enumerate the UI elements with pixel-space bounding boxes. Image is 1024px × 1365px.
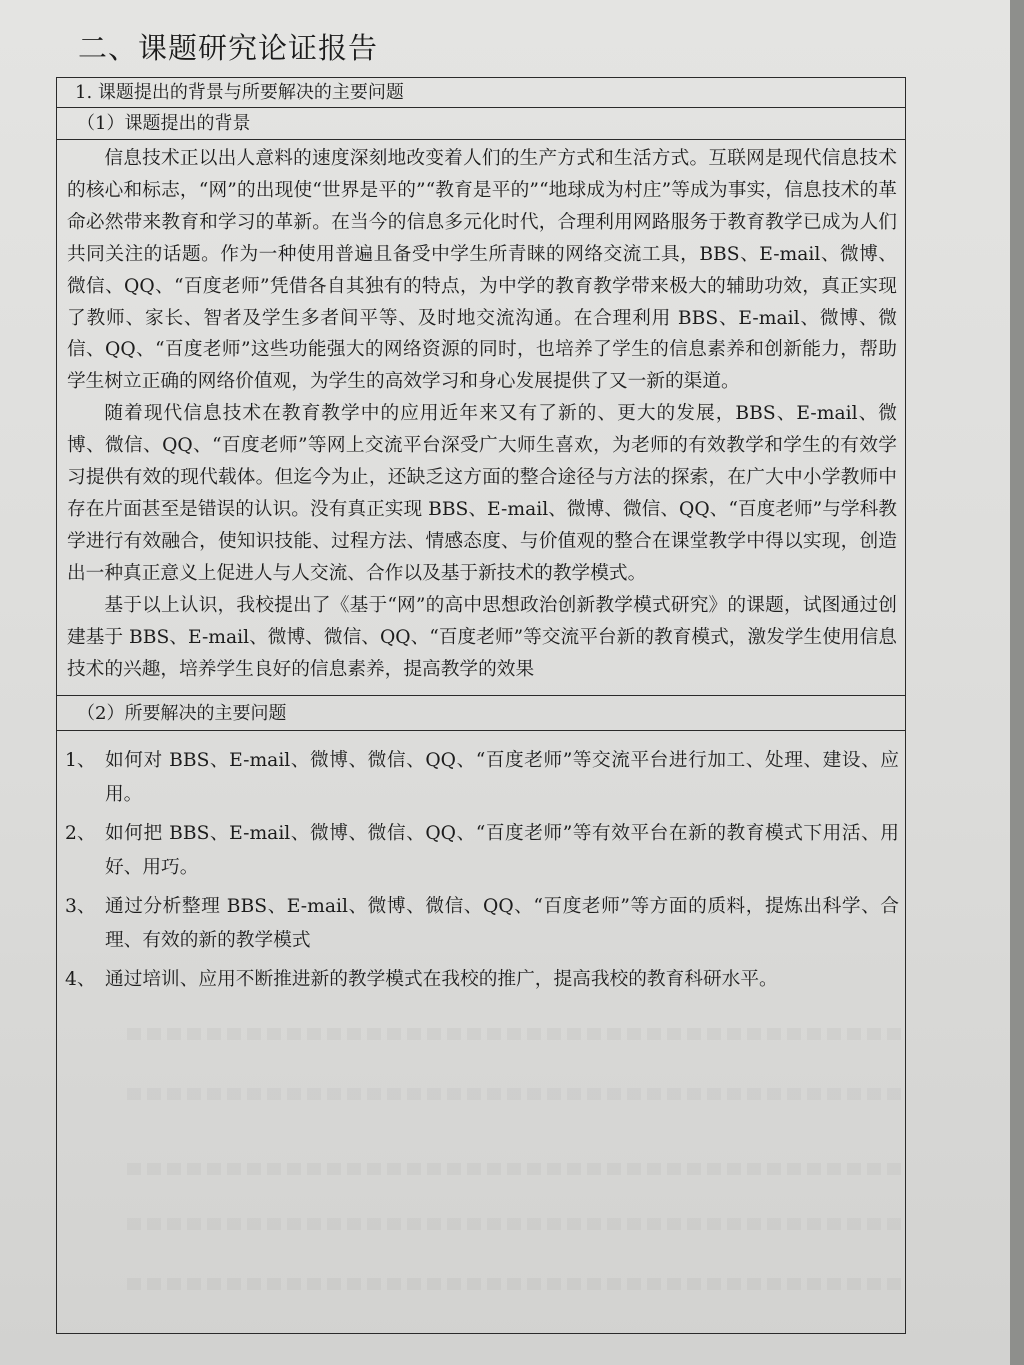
problem-text: 如何把 BBS、E-mail、微博、微信、QQ、“百度老师”等有效平台在新的教育模式下用活、用好、用巧。 — [105, 823, 899, 878]
problem-text: 通过培训、应用不断推进新的教学模式在我校的推广，提高我校的教育科研水平。 — [105, 969, 778, 990]
background-body — [67, 143, 897, 685]
problem-text: 通过分析整理 BBS、E-mail、微博、微信、QQ、“百度老师”等方面的质料，提炼出科学、合理、有效的新的教学模式 — [105, 896, 899, 951]
show-through-shadow — [127, 1218, 907, 1230]
header-row-label: 1. 课题提出的背景与所要解决的主要问题 — [75, 82, 404, 103]
problem-item-4 — [65, 963, 899, 997]
show-through-shadow — [127, 1028, 907, 1040]
problems-list — [65, 744, 899, 1002]
problem-number: 4、 — [65, 969, 96, 990]
problem-number: 2、 — [65, 823, 96, 844]
problems-heading: （2）所要解决的主要问题 — [77, 703, 287, 724]
problem-number: 1、 — [65, 750, 96, 771]
background-heading-row — [57, 108, 905, 140]
background-paragraph-1: 信息技术正以出人意料的速度深刻地改变着人们的生产方式和生活方式。互联网是现代信息技术的核心和标志，“网”的出现使“世界是平的”“教育是平的”“地球成为村庄”等成为事实，信息技术的革命必然带来教育和学习的革新。在当今的信息多元化时代，合理利用网路服务于教育教学已成为人们共同关注的话题。作为一种使用普遍且备受中学生所青睐的网络交流工具，BBS、E-mail、微博、微信、QQ、“百度老师”凭借各自其独有的特点，为中学的教育教学带来极大的辅助功效，真正实现了教师、家长、智者及学生多者间平等、及时地交流沟通。在合理利用 BBS、E-mail、微博、微信、QQ、“百度老师”这些功能强大的网络资源的同时，也培养了学生的信息素养和创新能力，帮助学生树立正确的网络价值观，为学生的高效学习和身心发展提供了又一新的渠道。 — [67, 148, 897, 393]
problem-item-2 — [65, 817, 899, 885]
problem-number: 3、 — [65, 896, 96, 917]
report-table — [56, 77, 906, 1334]
header-row — [57, 78, 905, 108]
background-paragraph-2: 随着现代信息技术在教育教学中的应用近年来又有了新的、更大的发展，BBS、E-mail、微博、微信、QQ、“百度老师”等网上交流平台深受广大师生喜欢，为老师的有效教学和学生的有效学习提供有效的现代载体。但迄今为止，还缺乏这方面的整合途径与方法的探索，在广大中小学教师中存在片面甚至是错误的认识。没有真正实现 BBS、E-mail、微博、微信、QQ、“百度老师”与学科教学进行有效融合，使知识技能、过程方法、情感态度、与价值观的整合在课堂教学中得以实现，创造出一种真正意义上促进人与人交流、合作以及基于新技术的教学模式。 — [67, 403, 897, 584]
section-title: 二、课题研究论证报告 — [78, 31, 379, 65]
problem-text: 如何对 BBS、E-mail、微博、微信、QQ、“百度老师”等交流平台进行加工、处理、建设、应用。 — [105, 750, 899, 805]
problems-heading-row — [57, 695, 905, 731]
show-through-shadow — [127, 1088, 907, 1100]
problem-item-1 — [65, 744, 899, 812]
show-through-shadow — [127, 1163, 907, 1175]
background-heading: （1）课题提出的背景 — [77, 113, 251, 134]
background-paragraph-3: 基于以上认识，我校提出了《基于“网”的高中思想政治创新教学模式研究》的课题，试图通过创建基于 BBS、E-mail、微博、微信、QQ、“百度老师”等交流平台新的教育模式，激发学生使用信息技术的兴趣，培养学生良好的信息素养，提高教学的效果 — [67, 594, 897, 680]
problem-item-3 — [65, 890, 899, 958]
show-through-shadow — [127, 1278, 907, 1290]
